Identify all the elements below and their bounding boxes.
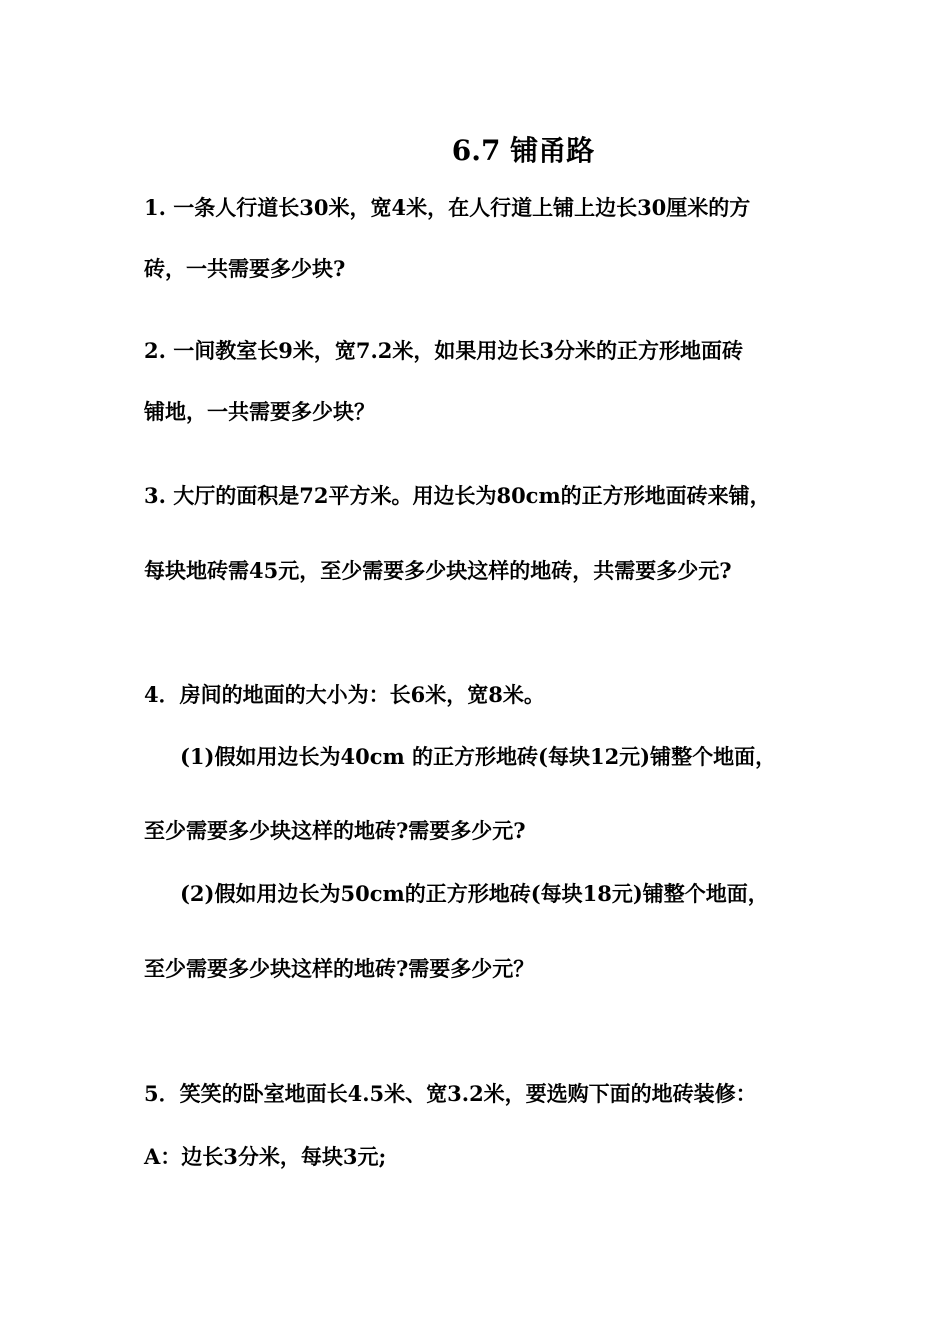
question-3-line-2: 每块地砖需45元，至少需要多少块这样的地砖，共需要多少元? — [144, 558, 732, 583]
question-2-line-1: 2. 一间教室长9米，宽7.2米，如果用边长3分米的正方形地面砖 — [144, 338, 743, 363]
question-1-line-2: 砖，一共需要多少块? — [144, 256, 346, 281]
question-4-part-2-line-2: 至少需要多少块这样的地砖?需要多少元？ — [144, 956, 535, 981]
question-4-line-1: 4．房间的地面的大小为：长6米，宽8米。 — [144, 682, 545, 707]
question-3-line-1: 3. 大厅的面积是72平方米。用边长为80cm的正方形地面砖来铺， — [144, 483, 771, 508]
question-4-part-1-line-1: (1)假如用边长为40cm 的正方形地砖(每块12元)铺整个地面， — [180, 744, 777, 769]
question-1-line-1: 1. 一条人行道长30米，宽4米，在人行道上铺上边长30厘米的方 — [144, 195, 751, 220]
question-4-part-2-line-1: (2)假如用边长为50cm的正方形地砖(每块18元)铺整个地面， — [180, 881, 769, 906]
page-title: 6.7 铺甬路 — [451, 134, 595, 167]
question-5-option-a: A：边长3分米，每块3元; — [144, 1144, 387, 1169]
question-4-part-1-line-2: 至少需要多少块这样的地砖?需要多少元? — [144, 818, 526, 843]
question-5-line-1: 5．笑笑的卧室地面长4.5米、宽3.2米，要选购下面的地砖装修： — [144, 1081, 757, 1106]
question-2-line-2: 铺地，一共需要多少块？ — [144, 399, 375, 424]
